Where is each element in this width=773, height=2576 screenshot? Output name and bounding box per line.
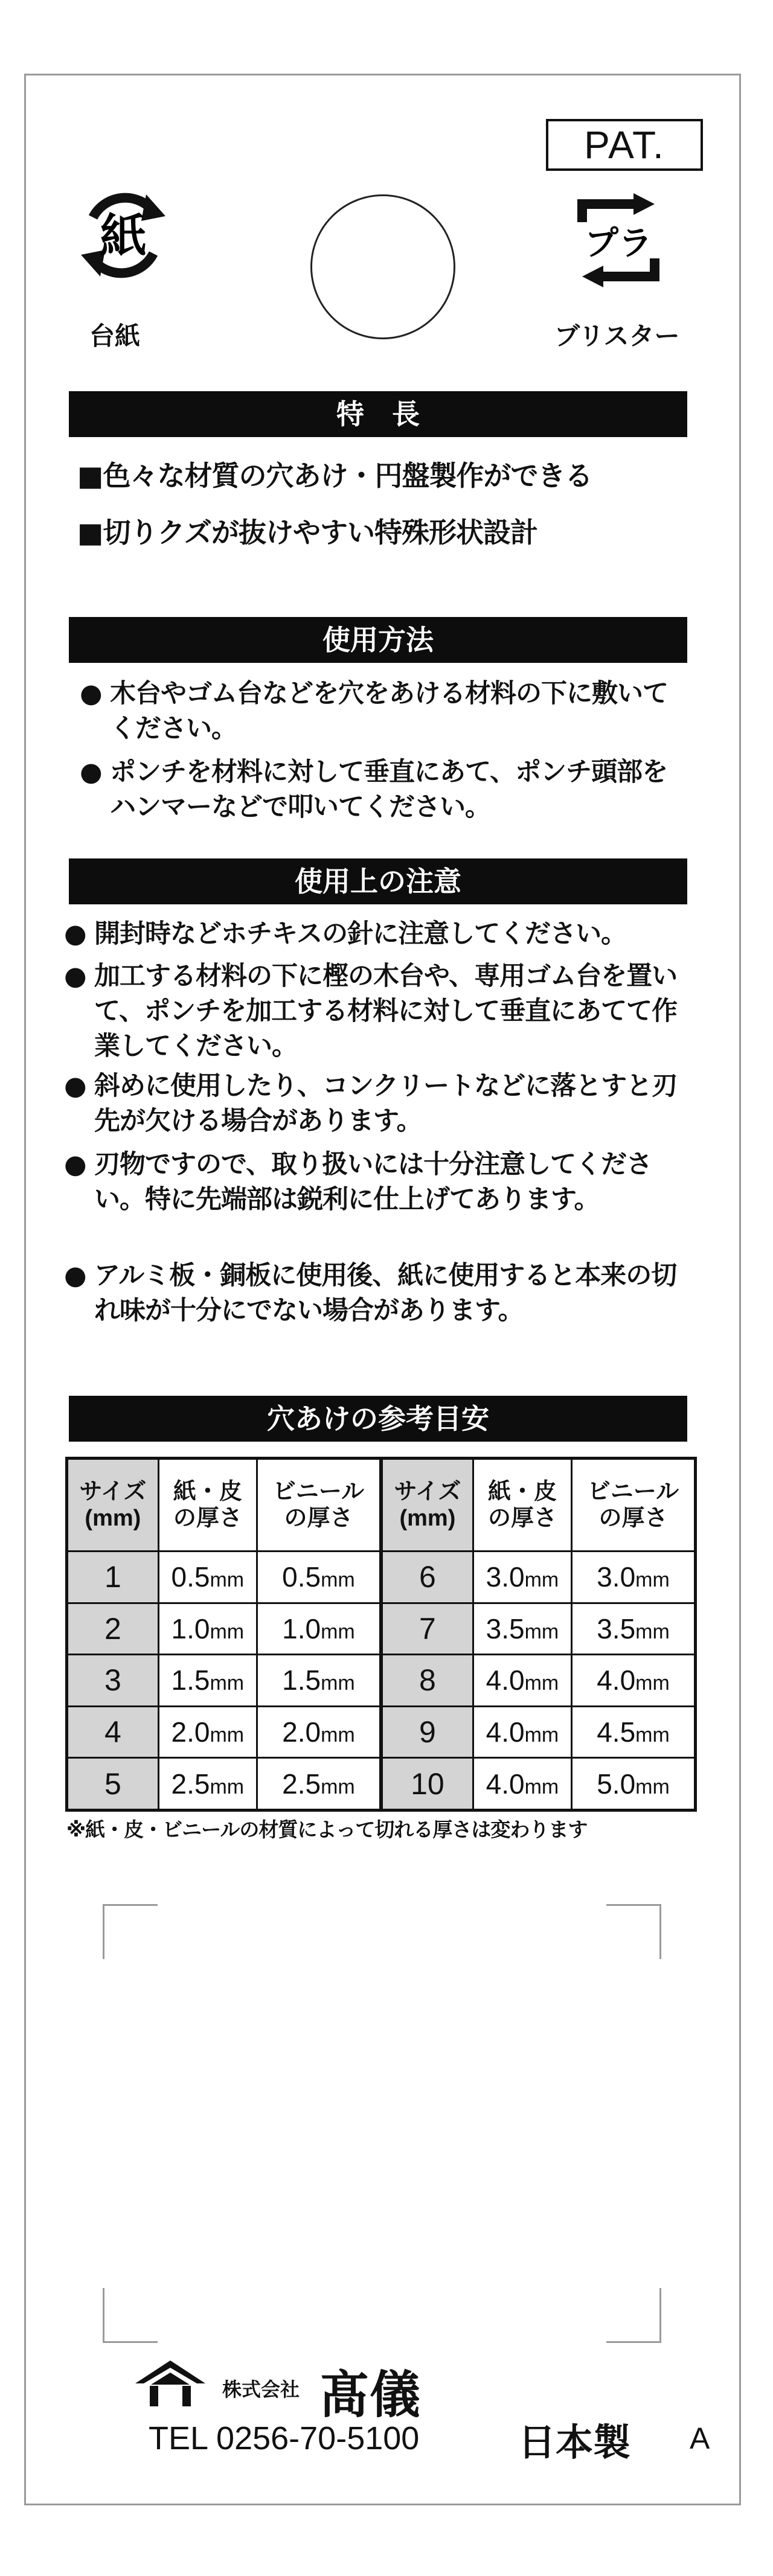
size-cell: 9 — [381, 1706, 473, 1758]
vinyl-thickness-cell: 0.5mm — [257, 1552, 381, 1603]
paper-thickness-cell: 4.0mm — [473, 1706, 571, 1758]
vinyl-thickness-cell: 4.5mm — [572, 1706, 696, 1758]
crop-mark-top-left — [103, 1904, 158, 1959]
bullet: ● — [80, 757, 102, 787]
table-row — [67, 1552, 696, 1603]
paper-thickness-cell: 4.0mm — [473, 1655, 571, 1707]
features-heading: 特 長 — [69, 391, 687, 437]
paper-mark-label: 台紙 — [89, 321, 141, 351]
caution-text: アルミ板・銅板に使用後、紙に使用すると本来の切れ味が十分にでない場合があります。 — [94, 1261, 677, 1326]
bullet: ● — [64, 919, 86, 949]
header-paper-leather: 紙・皮 の厚さ — [158, 1459, 257, 1552]
header-vinyl: ビニール の厚さ — [572, 1459, 696, 1552]
paper-thickness-cell: 2.5mm — [158, 1758, 257, 1811]
size-cell: 8 — [381, 1655, 473, 1707]
table-row — [67, 1603, 696, 1655]
bullet: ● — [64, 1261, 86, 1291]
paper-thickness-cell: 4.0mm — [473, 1758, 571, 1811]
made-in-label: 日本製 — [518, 2420, 631, 2464]
header-paper-leather: 紙・皮 の厚さ — [473, 1459, 571, 1552]
plastic-recycle-mark-icon — [564, 192, 673, 289]
header-vinyl: ビニール の厚さ — [257, 1459, 381, 1552]
usage-item — [80, 676, 690, 746]
guide-heading: 穴あけの参考目安 — [69, 1396, 687, 1442]
company-phone: TEL 0256-70-5100 — [149, 2420, 420, 2456]
usage-item — [80, 755, 690, 825]
bullet: ● — [80, 679, 102, 709]
size-cell: 7 — [381, 1603, 473, 1655]
vinyl-thickness-cell: 5.0mm — [572, 1758, 696, 1811]
bullet: ● — [64, 1071, 86, 1101]
paper-thickness-cell: 2.0mm — [158, 1706, 257, 1758]
thickness-note: ※紙・皮・ビニールの材質によって切れる厚さは変わります — [66, 1818, 588, 1841]
vinyl-thickness-cell: 4.0mm — [572, 1655, 696, 1707]
size-cell: 10 — [381, 1758, 473, 1811]
company-house-logo-icon — [134, 2359, 207, 2410]
vinyl-thickness-cell: 2.5mm — [257, 1758, 381, 1811]
table-row — [67, 1706, 696, 1758]
company-name: 髙儀 — [319, 2365, 421, 2424]
thickness-guide-table — [65, 1457, 697, 1812]
bullet: ● — [64, 961, 86, 991]
hang-hole — [310, 194, 455, 339]
vinyl-thickness-cell: 2.0mm — [257, 1706, 381, 1758]
company-prefix: 株式会社 — [222, 2378, 300, 2401]
plastic-mark-glyph: プラ — [585, 224, 652, 263]
plastic-mark-label: ブリスター — [554, 321, 680, 351]
caution-text: 斜めに使用したり、コンクリートなどに落とすと刃先が欠ける場合があります。 — [94, 1071, 678, 1136]
table-row — [67, 1758, 696, 1811]
caution-text: 刃物ですので、取り扱いには十分注意してください。特に先端部は鋭利に仕上げてあります。 — [94, 1149, 652, 1215]
cautions-heading: 使用上の注意 — [69, 858, 687, 904]
paper-thickness-cell: 3.5mm — [473, 1603, 571, 1655]
paper-thickness-cell: 1.0mm — [158, 1603, 257, 1655]
usage-text: ポンチを材料に対して垂直にあて、ポンチ頭部をハンマーなどで叩いてください。 — [110, 757, 668, 822]
table-row — [67, 1655, 696, 1707]
header-size: サイズ (mm) — [67, 1459, 159, 1552]
caution-item — [64, 1147, 693, 1217]
vinyl-thickness-cell: 1.0mm — [257, 1603, 381, 1655]
vinyl-thickness-cell: 3.5mm — [572, 1603, 696, 1655]
size-cell: 6 — [381, 1552, 473, 1603]
size-cell: 5 — [67, 1758, 159, 1811]
feature-item: ■切りクズが抜けやすい特殊形状設計 — [77, 516, 538, 549]
size-cell: 4 — [67, 1706, 159, 1758]
usage-heading: 使用方法 — [69, 617, 687, 663]
size-cell: 3 — [67, 1655, 159, 1707]
crop-mark-top-right — [606, 1904, 661, 1959]
patent-badge: PAT. — [546, 119, 703, 171]
version-code: A — [690, 2421, 710, 2455]
vinyl-thickness-cell: 1.5mm — [257, 1655, 381, 1707]
size-cell: 2 — [67, 1603, 159, 1655]
caution-text: 加工する材料の下に樫の木台や、専用ゴム台を置いて、ポンチを加工する材料に対して垂直にあてて作業してください。 — [94, 961, 678, 1061]
table-header-row — [67, 1459, 696, 1552]
vinyl-thickness-cell: 3.0mm — [572, 1552, 696, 1603]
bullet: ● — [64, 1149, 86, 1180]
size-cell: 1 — [67, 1552, 159, 1603]
caution-item — [64, 1069, 693, 1139]
usage-text: 木台やゴム台などを穴をあける材料の下に敷いてください。 — [110, 679, 668, 744]
paper-recycle-mark-icon — [69, 181, 178, 290]
paper-thickness-cell: 0.5mm — [158, 1552, 257, 1603]
paper-mark-glyph: 紙 — [99, 209, 147, 264]
crop-mark-bottom-left — [103, 2288, 158, 2343]
crop-mark-bottom-right — [606, 2288, 661, 2343]
caution-item — [64, 916, 693, 951]
caution-item — [64, 959, 693, 1064]
paper-thickness-cell: 3.0mm — [473, 1552, 571, 1603]
feature-item: ■色々な材質の穴あけ・円盤製作ができる — [77, 459, 592, 492]
caution-text: 開封時などホチキスの針に注意してください。 — [94, 919, 627, 949]
caution-item — [64, 1258, 693, 1328]
header-size: サイズ (mm) — [381, 1459, 473, 1552]
paper-thickness-cell: 1.5mm — [158, 1655, 257, 1707]
